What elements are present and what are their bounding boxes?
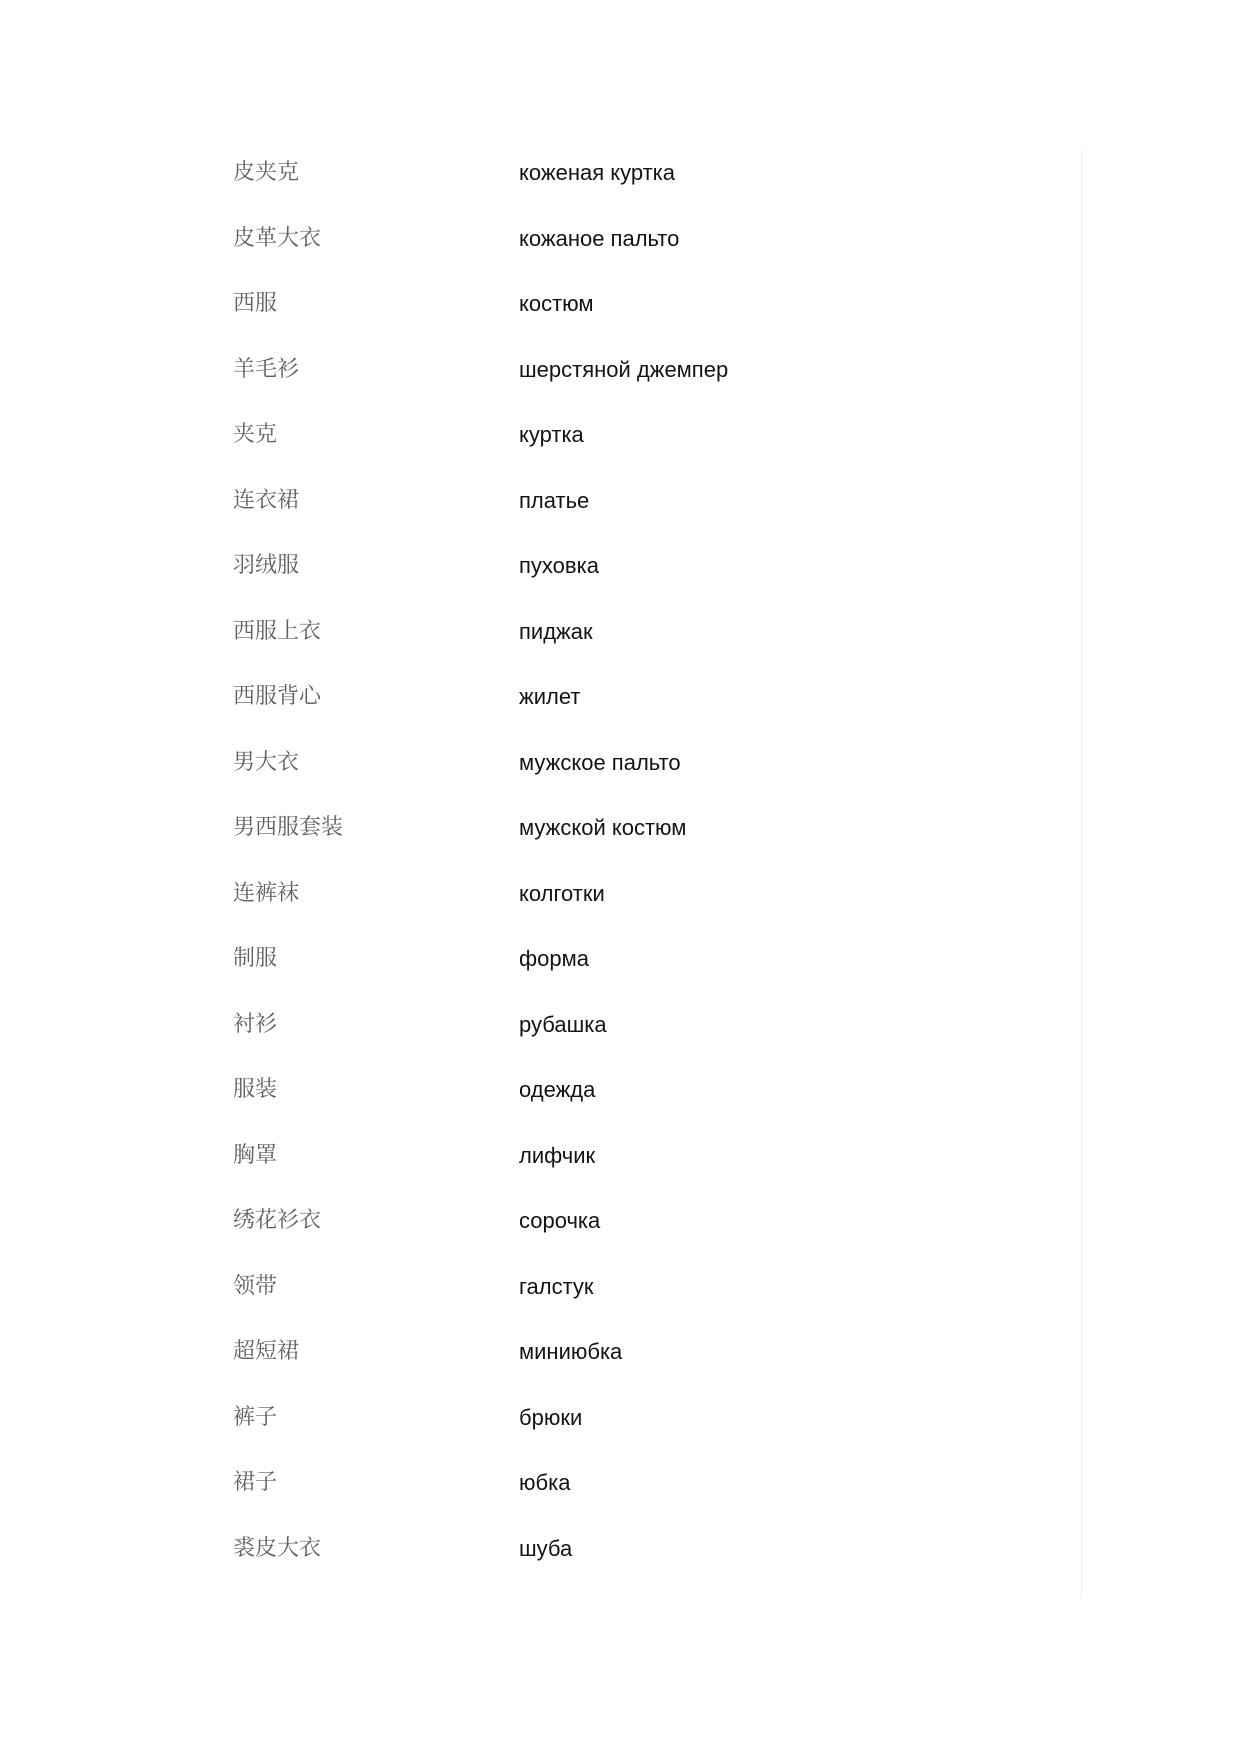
chinese-term: 超短裙 <box>233 1339 300 1364</box>
russian-translation: рубашка <box>519 1011 607 1037</box>
chinese-term: 男大衣 <box>233 749 300 775</box>
russian-translation: колготки <box>519 880 605 906</box>
chinese-term: 裙子 <box>233 1470 278 1495</box>
table-row <box>233 419 1053 485</box>
table-row <box>233 943 1053 1009</box>
table-row <box>233 485 1053 551</box>
chinese-term: 制服 <box>233 946 278 971</box>
table-row <box>233 1533 1053 1599</box>
chinese-term: 皮夹克 <box>233 160 300 185</box>
chinese-term: 裤子 <box>233 1404 278 1430</box>
chinese-term: 裘皮大衣 <box>233 1535 322 1561</box>
russian-translation: лифчик <box>519 1142 596 1168</box>
russian-translation: костюм <box>519 291 594 316</box>
russian-translation: брюки <box>519 1404 583 1430</box>
table-row <box>233 1336 1053 1402</box>
russian-translation: миниюбка <box>519 1339 623 1364</box>
russian-translation: шуба <box>519 1535 573 1561</box>
vocabulary-table <box>233 157 1053 1598</box>
chinese-term: 绣花衫衣 <box>233 1208 322 1233</box>
table-row <box>233 157 1053 223</box>
table-row <box>233 1074 1053 1140</box>
chinese-term: 羽绒服 <box>233 553 300 578</box>
table-row <box>233 616 1053 682</box>
russian-translation: одежда <box>519 1077 596 1102</box>
russian-translation: кожаное пальто <box>519 225 680 251</box>
table-row <box>233 1205 1053 1271</box>
table-row <box>233 812 1053 878</box>
table-row <box>233 288 1053 354</box>
chinese-term: 男西服套装 <box>233 815 344 840</box>
chinese-term: 胸罩 <box>233 1142 278 1168</box>
table-row <box>233 1009 1053 1075</box>
chinese-term: 衬衫 <box>233 1011 278 1037</box>
chinese-term: 羊毛衫 <box>233 356 300 382</box>
russian-translation: галстук <box>519 1273 594 1299</box>
russian-translation: сорочка <box>519 1208 601 1233</box>
chinese-term: 夹克 <box>233 422 278 447</box>
table-row <box>233 1140 1053 1206</box>
chinese-term: 服装 <box>233 1077 278 1102</box>
chinese-term: 西服 <box>233 291 278 316</box>
russian-translation: платье <box>519 487 590 513</box>
russian-translation: пиджак <box>519 618 593 644</box>
chinese-term: 西服上衣 <box>233 618 322 644</box>
table-row <box>233 1467 1053 1533</box>
chinese-term: 皮革大衣 <box>233 225 322 251</box>
russian-translation: мужское пальто <box>519 749 681 775</box>
table-row <box>233 1271 1053 1337</box>
table-row <box>233 747 1053 813</box>
table-row <box>233 1402 1053 1468</box>
page-edge-divider <box>1081 150 1082 1598</box>
table-row <box>233 878 1053 944</box>
russian-translation: жилет <box>519 684 581 709</box>
russian-translation: коженая куртка <box>519 160 676 185</box>
chinese-term: 连衣裙 <box>233 487 300 513</box>
table-row <box>233 223 1053 289</box>
chinese-term: 西服背心 <box>233 684 322 709</box>
russian-translation: пуховка <box>519 553 599 578</box>
russian-translation: форма <box>519 946 589 971</box>
table-row <box>233 550 1053 616</box>
chinese-term: 领带 <box>233 1273 278 1299</box>
table-row <box>233 681 1053 747</box>
chinese-term: 连裤袜 <box>233 880 300 906</box>
russian-translation: куртка <box>519 422 584 447</box>
russian-translation: юбка <box>519 1470 571 1495</box>
russian-translation: мужской костюм <box>519 815 687 840</box>
table-row <box>233 354 1053 420</box>
russian-translation: шерстяной джемпер <box>519 356 729 382</box>
